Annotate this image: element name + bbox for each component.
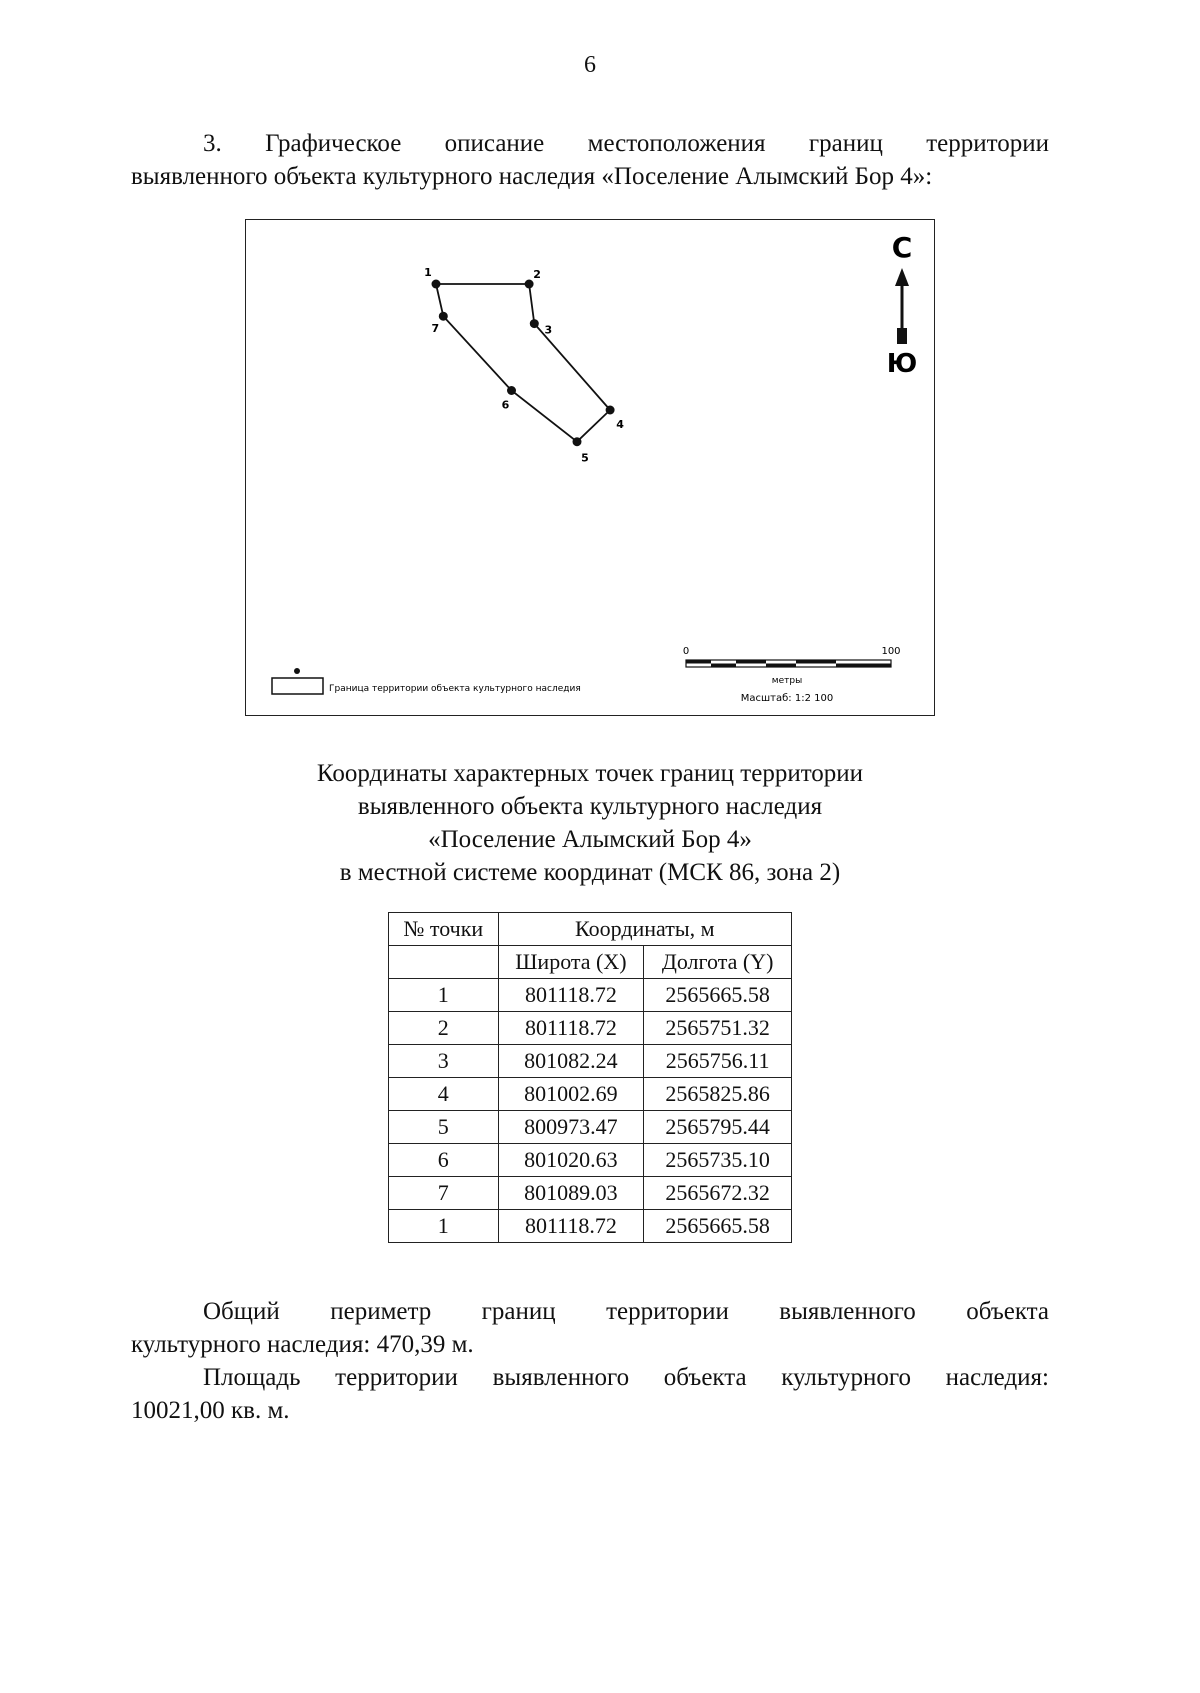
cell-x: 801118.72 <box>498 979 644 1012</box>
header-point-number: № точки <box>389 913 499 946</box>
north-label: С <box>891 231 913 264</box>
south-label: Ю <box>886 349 918 379</box>
coordinates-title-line-4: в местной системе координат (МСК 86, зона 2) <box>339 859 841 886</box>
table-row <box>389 1177 792 1210</box>
table-row <box>389 1210 792 1243</box>
cell-point: 1 <box>389 979 499 1012</box>
table-row <box>389 1111 792 1144</box>
cell-point: 1 <box>389 1210 499 1243</box>
header-coordinates: Координаты, м <box>498 913 791 946</box>
table-row <box>389 979 792 1012</box>
boundary-point-1 <box>432 280 441 289</box>
perimeter-paragraph <box>131 1295 1049 1361</box>
boundary-point-7 <box>439 312 448 321</box>
table-row <box>389 1045 792 1078</box>
scale-unit-label: метры <box>771 676 803 686</box>
section-heading-line-2: выявленного объекта культурного наследия «Поселение Алымский Бор 4»: <box>131 163 933 190</box>
cell-x: 801118.72 <box>498 1210 644 1243</box>
area-line-1: Площадь территории выявленного объекта культурного наследия: <box>203 1364 1049 1391</box>
boundary-point-6 <box>507 386 516 395</box>
coordinates-table <box>388 912 792 1243</box>
map-legend <box>272 668 581 694</box>
legend-point-marker <box>294 668 300 674</box>
coordinates-title <box>0 757 1180 889</box>
cell-y: 2565756.11 <box>644 1045 792 1078</box>
boundary-point-label-2: 2 <box>533 268 541 281</box>
section-heading-line-1: 3. Графическое описание местоположения границ территории <box>203 130 1049 157</box>
boundary-point-label-4: 4 <box>616 418 624 431</box>
legend-label: Граница территории объекта культурного наследия <box>329 684 581 694</box>
area-line-2: 10021,00 кв. м. <box>131 1397 290 1424</box>
boundary-point-label-1: 1 <box>424 266 432 279</box>
boundary-point-label-3: 3 <box>544 323 553 337</box>
cell-y: 2565795.44 <box>644 1111 792 1144</box>
table-row <box>389 1144 792 1177</box>
coordinates-title-line-2: выявленного объекта культурного наследия <box>357 793 823 820</box>
perimeter-line-1: Общий периметр границ территории выявленного объекта <box>203 1298 1049 1325</box>
cell-y: 2565665.58 <box>644 1210 792 1243</box>
boundary-point-label-7: 7 <box>431 322 440 336</box>
legend-boundary-symbol <box>272 678 323 694</box>
boundary-line <box>436 284 610 442</box>
cell-point: 7 <box>389 1177 499 1210</box>
coordinates-title-line-1: Координаты характерных точек границ территории <box>316 760 864 787</box>
cell-y: 2565751.32 <box>644 1012 792 1045</box>
table-row <box>389 1078 792 1111</box>
cell-point: 2 <box>389 1012 499 1045</box>
boundary-layer <box>424 266 624 465</box>
cell-y: 2565825.86 <box>644 1078 792 1111</box>
cell-x: 801089.03 <box>498 1177 644 1210</box>
cell-x: 801002.69 <box>498 1078 644 1111</box>
boundary-point-3 <box>530 319 539 328</box>
table-row <box>389 1012 792 1045</box>
header-longitude: Долгота (Y) <box>644 946 792 979</box>
section-heading <box>131 127 1049 193</box>
cell-point: 3 <box>389 1045 499 1078</box>
boundary-point-label-5: 5 <box>581 451 589 465</box>
cell-x: 800973.47 <box>498 1111 644 1144</box>
cell-x: 801082.24 <box>498 1045 644 1078</box>
cell-x: 801020.63 <box>498 1144 644 1177</box>
scale-bar <box>683 646 901 704</box>
north-arrow <box>887 231 918 379</box>
coordinates-title-line-3: «Поселение Алымский Бор 4» <box>428 826 752 853</box>
cell-x: 801118.72 <box>498 1012 644 1045</box>
cell-y: 2565665.58 <box>644 979 792 1012</box>
cell-point: 6 <box>389 1144 499 1177</box>
cell-point: 5 <box>389 1111 499 1144</box>
header-latitude: Широта (X) <box>498 946 644 979</box>
boundary-point-4 <box>606 406 615 415</box>
boundary-point-label-6: 6 <box>501 398 510 412</box>
scale-end-label: 100 <box>881 646 901 657</box>
boundary-point-5 <box>573 437 582 446</box>
cell-y: 2565672.32 <box>644 1177 792 1210</box>
cell-point: 4 <box>389 1078 499 1111</box>
area-paragraph <box>131 1361 1049 1427</box>
map-canvas <box>246 220 936 717</box>
cell-y: 2565735.10 <box>644 1144 792 1177</box>
page-number: 6 <box>584 52 596 78</box>
scale-ratio-label: Масштаб: 1:2 100 <box>740 693 834 704</box>
scale-start-label: 0 <box>682 646 690 657</box>
boundary-point-2 <box>525 280 534 289</box>
header-point-number-spacer <box>389 946 499 979</box>
boundary-map <box>245 219 935 716</box>
perimeter-line-2: культурного наследия: 470,39 м. <box>131 1331 474 1358</box>
